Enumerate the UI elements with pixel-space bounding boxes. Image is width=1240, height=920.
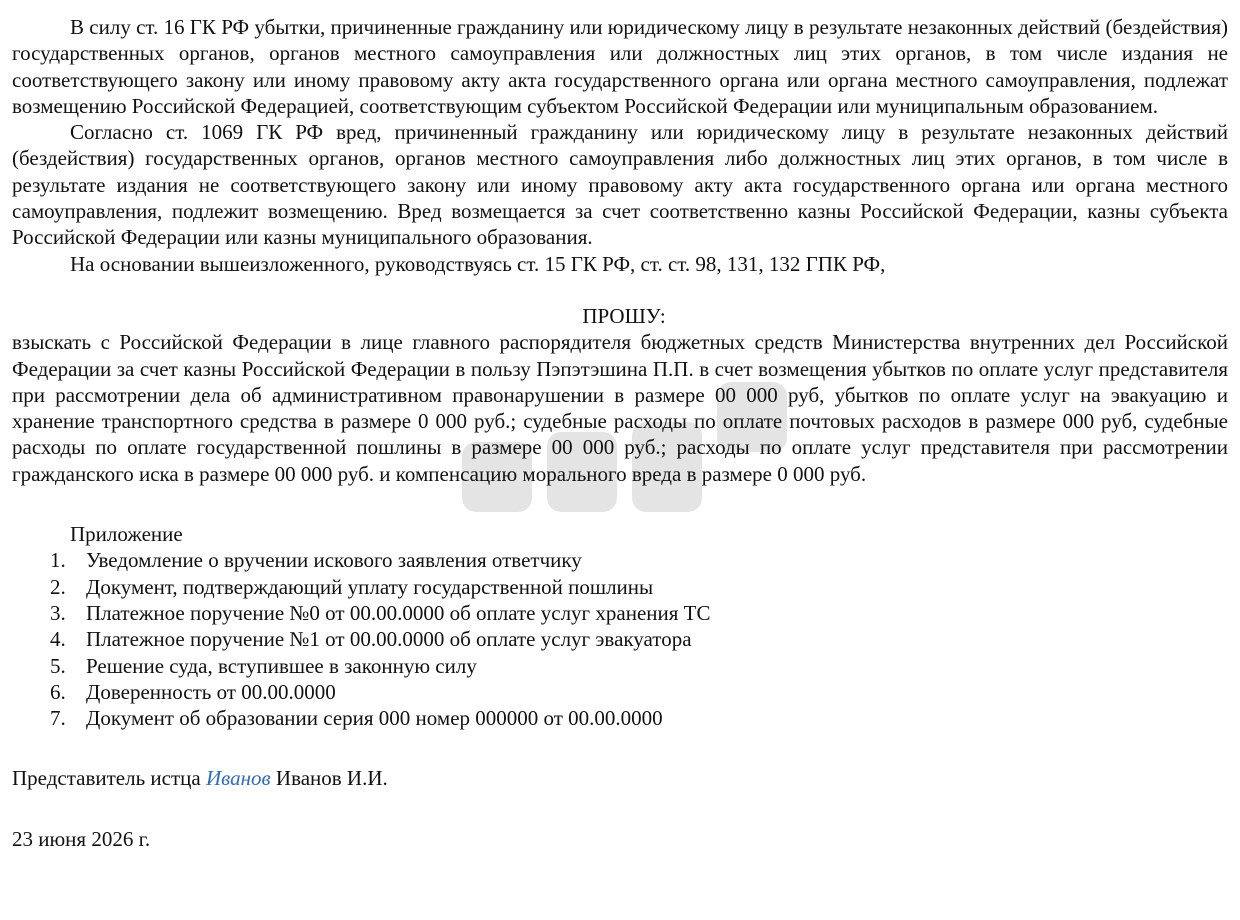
paragraph-art-16: В силу ст. 16 ГК РФ убытки, причиненные гражданину или юридическому лицу в результате незаконных действий (бездействия) государственных органов, органов местного самоуправления или должностных лиц этих органов, в том числе издания не соответствующего закону или иному правовому акту акта государственного органа или органа местного самоуправления, подлежат возмещению Российской Федерацией, соответствующим субъектом Российской Федерации или муниципальным образованием.	[12, 15, 1228, 118]
list-item	[12, 705, 1228, 731]
paragraph-basis: На основании вышеизложенного, руководствуясь ст. 15 ГК РФ, ст. ст. 98, 131, 132 ГПК РФ,	[70, 251, 886, 276]
list-item	[12, 653, 1228, 679]
list-item	[12, 547, 1228, 573]
list-item-number: 4.	[50, 627, 66, 652]
list-item-number: 7.	[50, 706, 66, 731]
list-item-number: 6.	[50, 679, 66, 704]
document-page	[12, 14, 1228, 852]
list-item-text: Документ об образовании серия 000 номер 000000 от 00.00.0000	[86, 706, 663, 731]
annex-list	[12, 547, 1228, 731]
list-item	[12, 679, 1228, 705]
list-item-text: Документ, подтверждающий уплату государственной пошлины	[86, 574, 654, 599]
list-item-number: 5.	[50, 653, 66, 678]
signature-label: Представитель истца	[12, 766, 201, 791]
list-item-number: 3.	[50, 600, 66, 625]
signer-name: Иванов И.И.	[275, 766, 388, 791]
request-text: взыскать с Российской Федерации в лице главного распорядителя бюджетных средств Министерства внутренних дел Российской Федерации за счет казны Российской Федерации в пользу Пэпэтэшина П.П. в счет возмещения убытков по оплате услуг представителя при рассмотрении дела об административном правонарушении в размере 00 000 руб, убытков по оплате услуг на эвакуацию и хранение транспортного средства в размере 0 000 руб.; судебные расходы по оплате почтовых расходов в размере 000 руб, судебные расходы по оплате государственной пошлины в размере 00 000 руб.; расходы по оплате услуг представителя при рассмотрении гражданского иска в размере 00 000 руб. и компенсацию морального вреда в размере 0 000 руб.	[12, 330, 1228, 486]
list-item	[12, 626, 1228, 652]
list-item-number: 2.	[50, 574, 66, 599]
list-item-text: Решение суда, вступившее в законную силу	[86, 653, 477, 678]
request-heading: ПРОШУ:	[582, 303, 666, 328]
list-item-text: Уведомление о вручении искового заявления ответчику	[86, 548, 582, 573]
annex-title: Приложение	[70, 522, 183, 547]
document-date: 23 июня 2026 г.	[12, 826, 151, 851]
list-item	[12, 574, 1228, 600]
paragraph-art-1069: Согласно ст. 1069 ГК РФ вред, причиненный гражданину или юридическому лицу в результате незаконных действий (бездействия) государственных органов, органов местного самоуправления либо должностных лиц этих органов, в том числе в результате издания не соответствующего закону или иному правовому акту акта государственного органа или органа местного самоуправления, подлежит возмещению. Вред возмещается за счет соответственно казны Российской Федерации, казны субъекта Российской Федерации или казны муниципального образования.	[12, 120, 1228, 250]
list-item-text: Платежное поручение №1 от 00.00.0000 об оплате услуг эвакуатора	[86, 627, 692, 652]
list-item	[12, 600, 1228, 626]
list-item-text: Доверенность от 00.00.0000	[86, 679, 336, 704]
list-item-number: 1.	[50, 548, 66, 573]
handwritten-signature: Иванов	[205, 766, 271, 791]
signature-line	[12, 765, 1228, 791]
list-item-text: Платежное поручение №0 от 00.00.0000 об оплате услуг хранения ТС	[86, 600, 711, 625]
